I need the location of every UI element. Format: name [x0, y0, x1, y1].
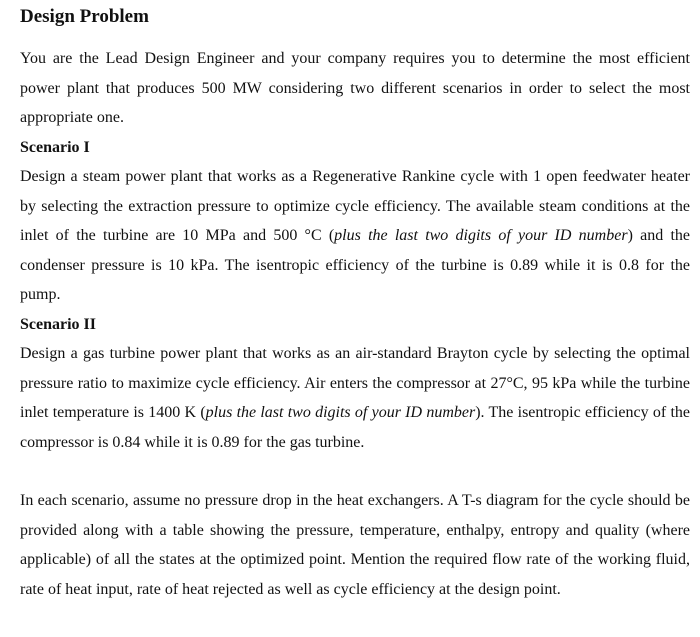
scenario-1-text-a: Design a steam power plant that works as a Regenerative Rankine cycle with 1 open feedwater heater by selecting the extraction pressure to optimize cycle efficiency. The available steam conditions at the inlet of the turbine are 10 MPa and 500 °C ( — [20, 168, 690, 244]
scenario-2-paragraph — [20, 339, 690, 457]
document-title: Design Problem — [20, 6, 149, 27]
scenario-1-italic-note: plus the last two digits of your ID number — [334, 227, 628, 244]
document — [20, 6, 690, 604]
scenario-2-text-a: Design a gas turbine power plant that works as an air-standard Brayton cycle by selecting the optimal pressure ratio to maximize cycle efficiency. Air enters the compressor at 27°C, 95 kPa while the turbine inlet temperature is 1400 K ( — [20, 345, 690, 421]
scenario-1-heading: Scenario I — [20, 138, 90, 156]
scenario-2-text-b: ). The isentropic efficiency of the compressor is 0.84 while it is 0.89 for the gas turbine. — [20, 404, 690, 451]
intro-paragraph: You are the Lead Design Engineer and your company requires you to determine the most efficient power plant that produces 500 MW considering two different scenarios in order to select the most appropriate one. — [20, 50, 690, 126]
paragraph-spacer — [20, 457, 690, 486]
closing-paragraph: In each scenario, assume no pressure drop in the heat exchangers. A T-s diagram for the cycle should be provided along with a table showing the pressure, temperature, enthalpy, entropy and quality (where applicable) of all the states at the optimized point. Mention the required flow rate of the working fluid, rate of heat input, rate of heat rejected as well as cycle efficiency at the design point. — [20, 492, 690, 598]
scenario-1-paragraph — [20, 162, 690, 310]
scenario-2-heading: Scenario II — [20, 315, 96, 333]
scenario-1-text-b: ) and the condenser pressure is 10 kPa. The isentropic efficiency of the turbine is 0.89 while it is 0.8 for the pump. — [20, 227, 690, 303]
scenario-2-italic-note: plus the last two digits of your ID number — [205, 404, 476, 421]
